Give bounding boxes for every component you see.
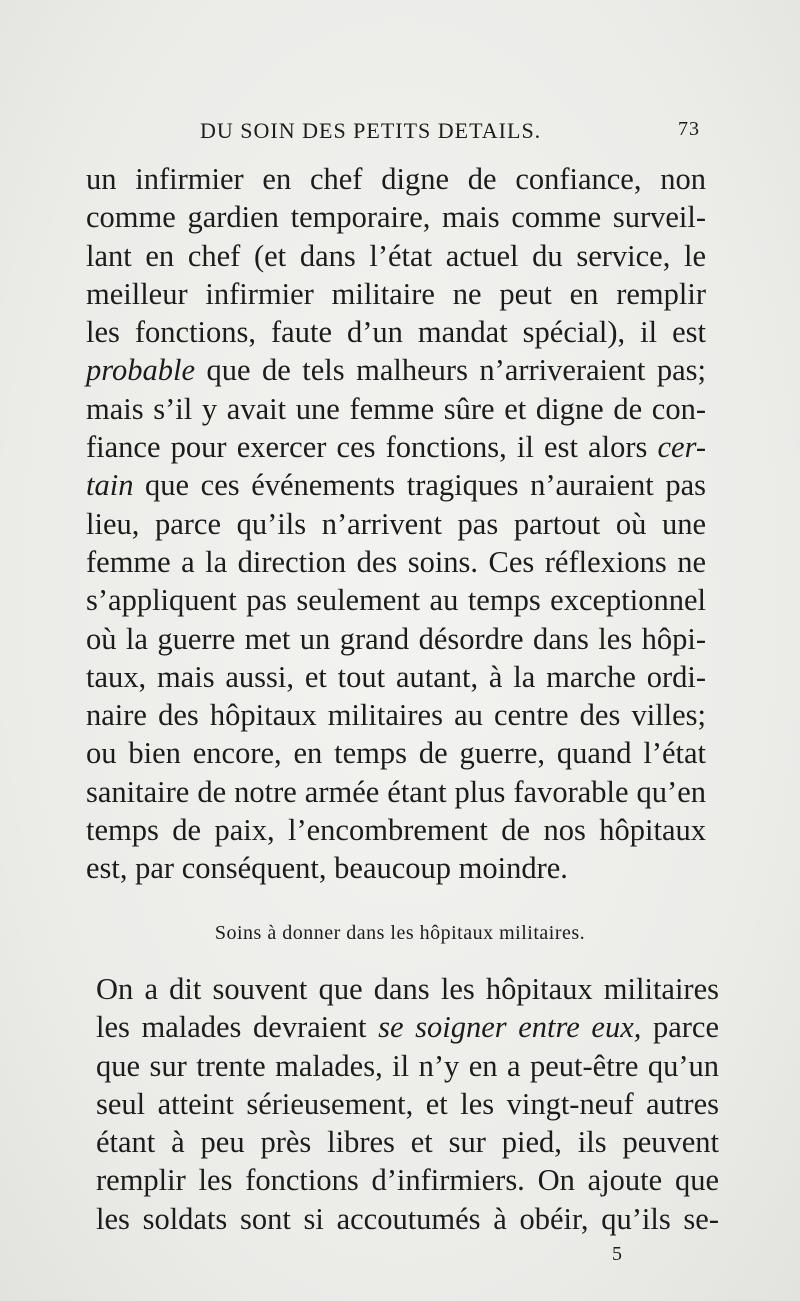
text-line: naire des hôpitaux militaires au centre des villes; bbox=[86, 698, 706, 733]
text-line: les fonctions, faute d’un mandat spécial), il est bbox=[86, 315, 706, 350]
section-subheading: Soins à donner dans les hôpitaux militaires. bbox=[214, 922, 586, 944]
text-line: comme gardien temporaire, mais comme surveil- bbox=[86, 200, 706, 235]
text-line: que sur trente malades, il n’y en a peut-être qu’un bbox=[96, 1048, 719, 1083]
text-line: les malades devraient se soigner entre eux, parce bbox=[96, 1010, 719, 1045]
text-line: tain que ces événements tragiques n’auraient pas bbox=[86, 468, 706, 503]
italic-text: probable bbox=[86, 353, 195, 388]
text-line: ou bien encore, en temps de guerre, quand l’état bbox=[86, 736, 706, 771]
text-line: lant en chef (et dans l’état actuel du service, le bbox=[86, 238, 706, 273]
text-line: où la guerre met un grand désordre dans les hôpi- bbox=[86, 621, 706, 656]
text-line: femme a la direction des soins. Ces réflexions ne bbox=[86, 544, 706, 579]
text-line: lieu, parce qu’ils n’arrivent pas partout où une bbox=[86, 506, 706, 541]
signature-mark: 5 bbox=[612, 1243, 622, 1265]
text-line: s’appliquent pas seulement au temps exceptionnel bbox=[86, 583, 706, 618]
text-line: étant à peu près libres et sur pied, ils peuvent bbox=[96, 1125, 719, 1160]
paragraph-1 bbox=[86, 160, 706, 888]
text-line: On a dit souvent que dans les hôpitaux militaires bbox=[96, 972, 719, 1006]
text-line: mais s’il y avait une femme sûre et digne de con- bbox=[86, 391, 706, 426]
text-line: sanitaire de notre armée étant plus favorable qu’en bbox=[86, 774, 706, 809]
text-line: remplir les fonctions d’infirmiers. On ajoute que bbox=[96, 1163, 719, 1198]
italic-text: cer- bbox=[657, 430, 706, 465]
text-line: probable que de tels malheurs n’arriveraient pas; bbox=[86, 353, 706, 388]
text-line: seul atteint sérieusement, et les vingt-neuf autres bbox=[96, 1086, 719, 1121]
text-line: meilleur infirmier militaire ne peut en remplir bbox=[86, 276, 706, 311]
paragraph-2 bbox=[96, 970, 719, 1238]
running-title: DU SOIN DES PETITS DETAILS. bbox=[200, 118, 542, 143]
italic-text: tain bbox=[86, 468, 134, 503]
text-line: est, par conséquent, beaucoup moindre. bbox=[86, 851, 568, 886]
italic-text: se soigner entre eux, bbox=[378, 1010, 642, 1045]
running-header bbox=[200, 118, 700, 148]
text-line: les soldats sont si accoutumés à obéir, qu’ils se- bbox=[96, 1201, 719, 1236]
text-line: un infirmier en chef digne de confiance, non bbox=[86, 162, 706, 196]
text-line: taux, mais aussi, et tout autant, à la marche ordi- bbox=[86, 659, 706, 694]
page-number: 73 bbox=[678, 118, 700, 140]
text-line: fiance pour exercer ces fonctions, il est alors cer- bbox=[86, 430, 706, 465]
text-line: temps de paix, l’encombrement de nos hôpitaux bbox=[86, 813, 706, 848]
